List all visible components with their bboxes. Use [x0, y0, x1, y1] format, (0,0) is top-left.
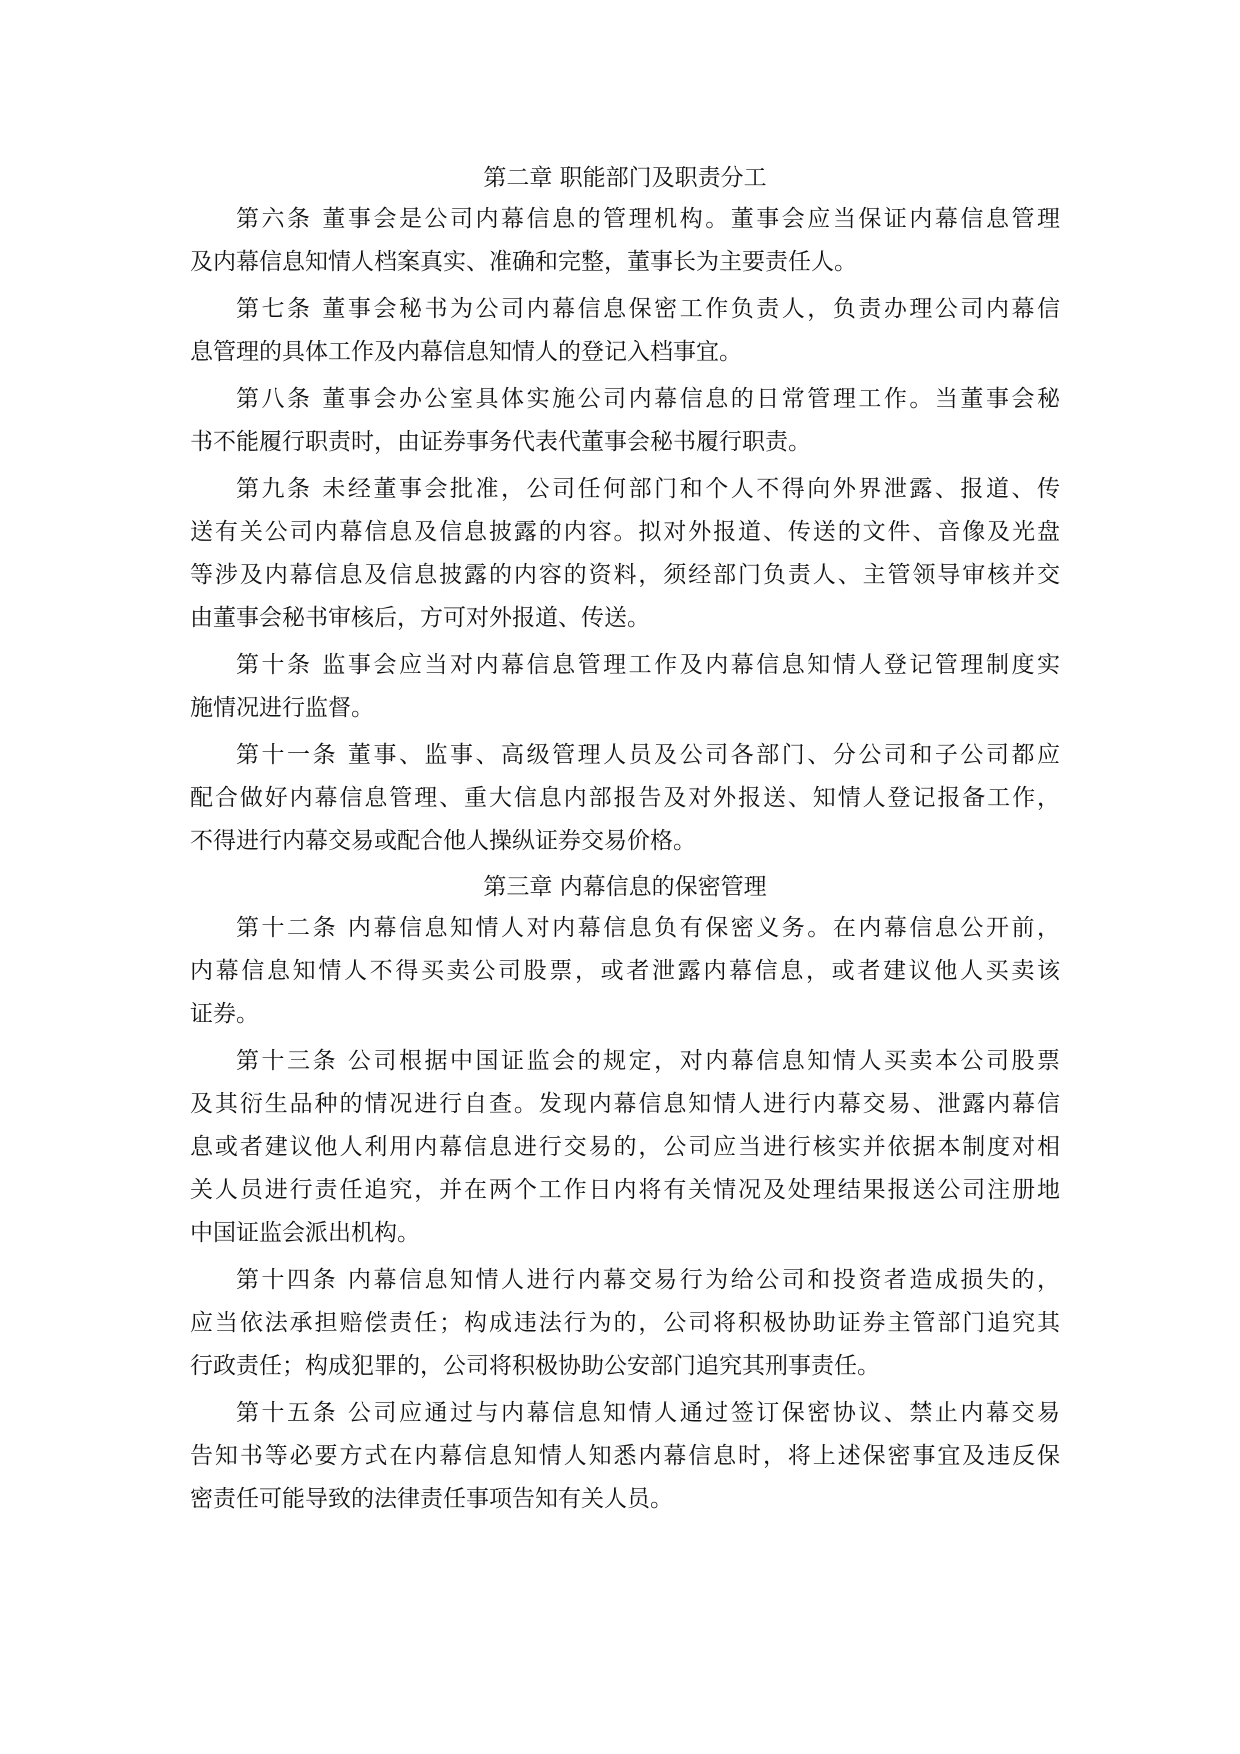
article-paragraph [190, 1040, 1060, 1255]
article-line: 第十四条 内幕信息知情人进行内幕交易行为给公司和投资者造成损失的， [236, 1267, 1060, 1293]
article-line: 息管理的具体工作及内幕信息知情人的登记入档事宜。 [190, 339, 742, 365]
article-line: 送有关公司内幕信息及信息披露的内容。拟对外报道、传送的文件、音像及光盘 [190, 519, 1060, 545]
chapter-3-heading: 第三章 内幕信息的保密管理 [483, 874, 767, 900]
article-paragraph [190, 1392, 1060, 1521]
chapter-3-body [190, 907, 1060, 1521]
document-page [190, 158, 1060, 1525]
article-line: 告知书等必要方式在内幕信息知情人知悉内幕信息时，将上述保密事宜及违反保 [190, 1443, 1060, 1469]
article-line: 第十五条 公司应通过与内幕信息知情人通过签订保密协议、禁止内幕交易 [236, 1400, 1060, 1426]
article-line: 配合做好内幕信息管理、重大信息内部报告及对外报送、知情人登记报备工作， [190, 785, 1060, 811]
article-line: 第十三条 公司根据中国证监会的规定，对内幕信息知情人买卖本公司股票 [236, 1048, 1060, 1074]
article-line: 证券。 [190, 1001, 259, 1027]
article-line: 第九条 未经董事会批准，公司任何部门和个人不得向外界泄露、报道、传 [236, 476, 1060, 502]
article-paragraph [190, 198, 1060, 284]
article-line: 施情况进行监督。 [190, 695, 374, 721]
article-paragraph [190, 468, 1060, 640]
article-line: 及其衍生品种的情况进行自查。发现内幕信息知情人进行内幕交易、泄露内幕信 [190, 1091, 1060, 1117]
article-line: 第十一条 董事、监事、高级管理人员及公司各部门、分公司和子公司都应 [236, 742, 1060, 768]
article-paragraph [190, 378, 1060, 464]
article-paragraph [190, 907, 1060, 1036]
article-line: 息或者建议他人利用内幕信息进行交易的，公司应当进行核实并依据本制度对相 [190, 1134, 1060, 1160]
article-paragraph [190, 288, 1060, 374]
article-line: 第八条 董事会办公室具体实施公司内幕信息的日常管理工作。当董事会秘 [236, 386, 1060, 412]
article-line: 等涉及内幕信息及信息披露的内容的资料，须经部门负责人、主管领导审核并交 [190, 562, 1060, 588]
chapter-2-body [190, 198, 1060, 863]
article-line: 第十二条 内幕信息知情人对内幕信息负有保密义务。在内幕信息公开前， [236, 915, 1060, 941]
article-line: 密责任可能导致的法律责任事项告知有关人员。 [190, 1486, 673, 1512]
chapter-2-heading: 第二章 职能部门及职责分工 [483, 165, 767, 191]
article-line: 中国证监会派出机构。 [190, 1220, 420, 1246]
article-line: 由董事会秘书审核后，方可对外报道、传送。 [190, 605, 650, 631]
article-line: 应当依法承担赔偿责任；构成违法行为的，公司将积极协助证券主管部门追究其 [190, 1310, 1060, 1336]
article-line: 及内幕信息知情人档案真实、准确和完整，董事长为主要责任人。 [190, 249, 857, 275]
article-line: 第七条 董事会秘书为公司内幕信息保密工作负责人，负责办理公司内幕信 [236, 296, 1060, 322]
article-line: 第六条 董事会是公司内幕信息的管理机构。董事会应当保证内幕信息管理 [236, 206, 1060, 232]
article-line: 第十条 监事会应当对内幕信息管理工作及内幕信息知情人登记管理制度实 [236, 652, 1060, 678]
article-line: 内幕信息知情人不得买卖公司股票，或者泄露内幕信息，或者建议他人买卖该 [190, 958, 1060, 984]
article-line: 关人员进行责任追究，并在两个工作日内将有关情况及处理结果报送公司注册地 [190, 1177, 1060, 1203]
article-paragraph [190, 644, 1060, 730]
article-paragraph [190, 1259, 1060, 1388]
article-line: 书不能履行职责时，由证券事务代表代董事会秘书履行职责。 [190, 429, 811, 455]
article-line: 不得进行内幕交易或配合他人操纵证券交易价格。 [190, 828, 696, 854]
article-line: 行政责任；构成犯罪的，公司将积极协助公安部门追究其刑事责任。 [190, 1353, 880, 1379]
article-paragraph [190, 734, 1060, 863]
